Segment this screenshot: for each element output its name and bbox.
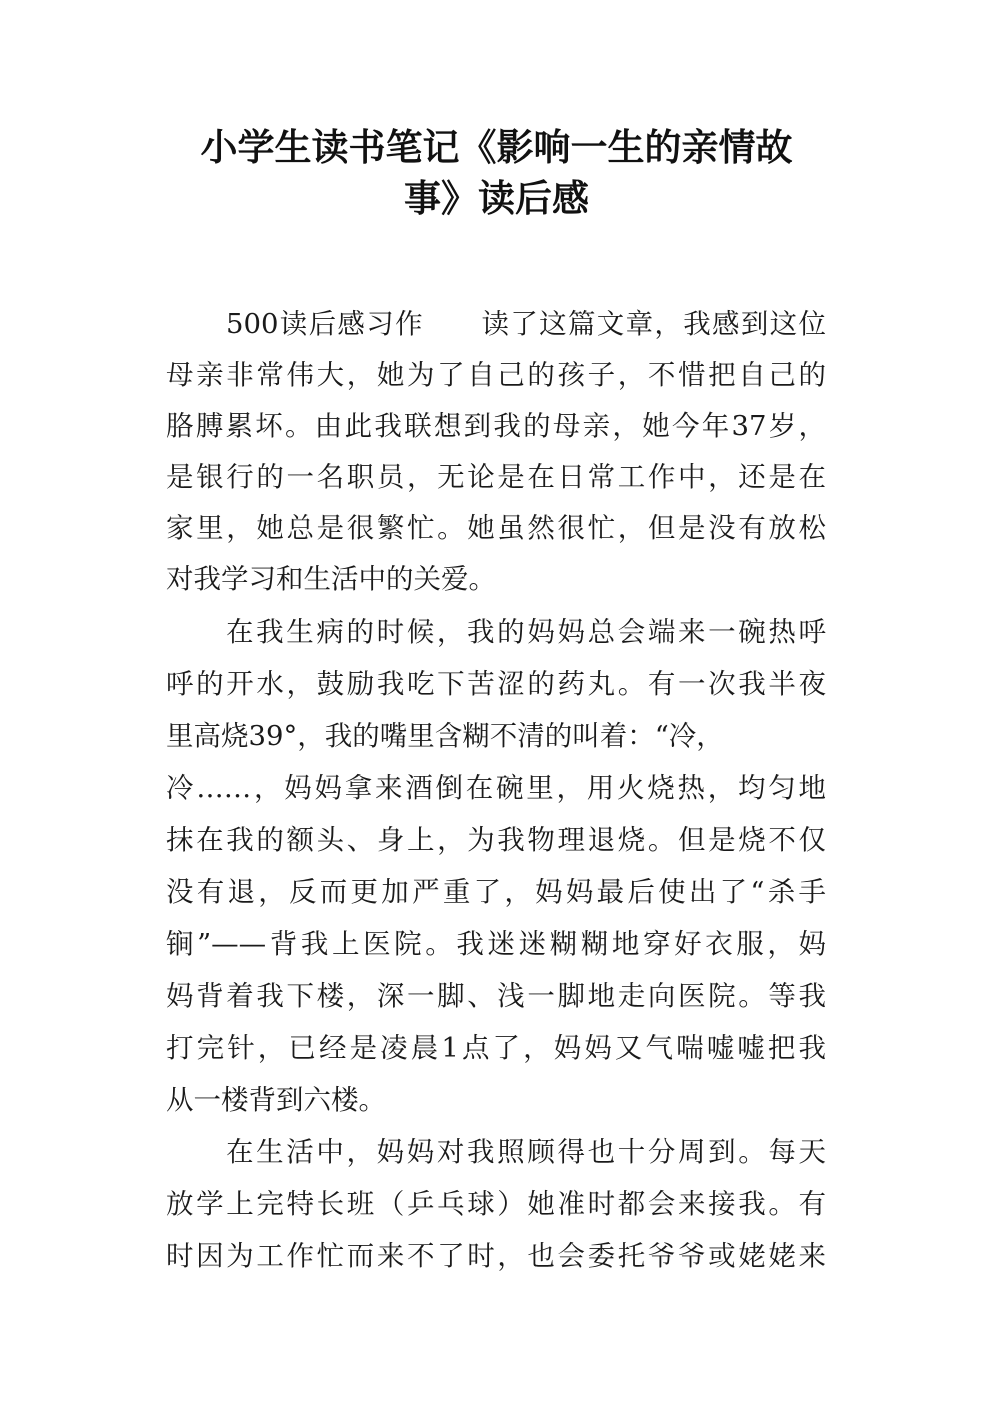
paragraph-3-line: 放学上完特长班（乒乓球）她准时都会来接我。有 [166, 1188, 826, 1220]
paragraph-3-line: 时因为工作忙而来不了时，也会委托爷爷或姥姥来 [166, 1240, 826, 1272]
paragraph-1-line: 500读后感习作 读了这篇文章，我感到这位 [226, 308, 826, 340]
paragraph-2-line: 妈背着我下楼，深一脚、浅一脚地走向医院。等我 [166, 980, 826, 1012]
paragraph-2-line: 呼的开水，鼓励我吃下苦涩的药丸。有一次我半夜 [166, 668, 826, 700]
paragraph-2-line: 从一楼背到六楼。 [166, 1084, 386, 1116]
paragraph-2-line: 冷……，妈妈拿来酒倒在碗里，用火烧热，均匀地 [166, 772, 826, 804]
paragraph-2-line: 锏”——背我上医院。我迷迷糊糊地穿好衣服，妈 [166, 928, 826, 960]
paragraph-1-line: 对我学习和生活中的关爱。 [166, 563, 496, 595]
document-title-line-1: 小学生读书笔记《影响一生的亲情故 [200, 126, 793, 169]
paragraph-1-line: 胳膊累坏。由此我联想到我的母亲，她今年37岁， [166, 410, 826, 442]
paragraph-1-line: 家里，她总是很繁忙。她虽然很忙，但是没有放松 [166, 512, 826, 544]
paragraph-3-line: 在生活中，妈妈对我照顾得也十分周到。每天 [226, 1136, 826, 1168]
paragraph-2-line: 在我生病的时候，我的妈妈总会端来一碗热呼 [226, 616, 826, 648]
paragraph-1-line: 是银行的一名职员，无论是在日常工作中，还是在 [166, 461, 826, 493]
paragraph-2-line: 打完针，已经是凌晨1点了，妈妈又气喘嘘嘘把我 [166, 1032, 826, 1064]
paragraph-2-line: 里高烧39°，我的嘴里含糊不清的叫着：“冷， [166, 720, 724, 752]
paragraph-2-line: 没有退，反而更加严重了，妈妈最后使出了“杀手 [166, 876, 826, 908]
paragraph-1-line: 母亲非常伟大，她为了自己的孩子，不惜把自己的 [166, 359, 826, 391]
document-title-line-2: 事》读后感 [404, 177, 589, 220]
paragraph-2-line: 抹在我的额头、身上，为我物理退烧。但是烧不仅 [166, 824, 826, 856]
